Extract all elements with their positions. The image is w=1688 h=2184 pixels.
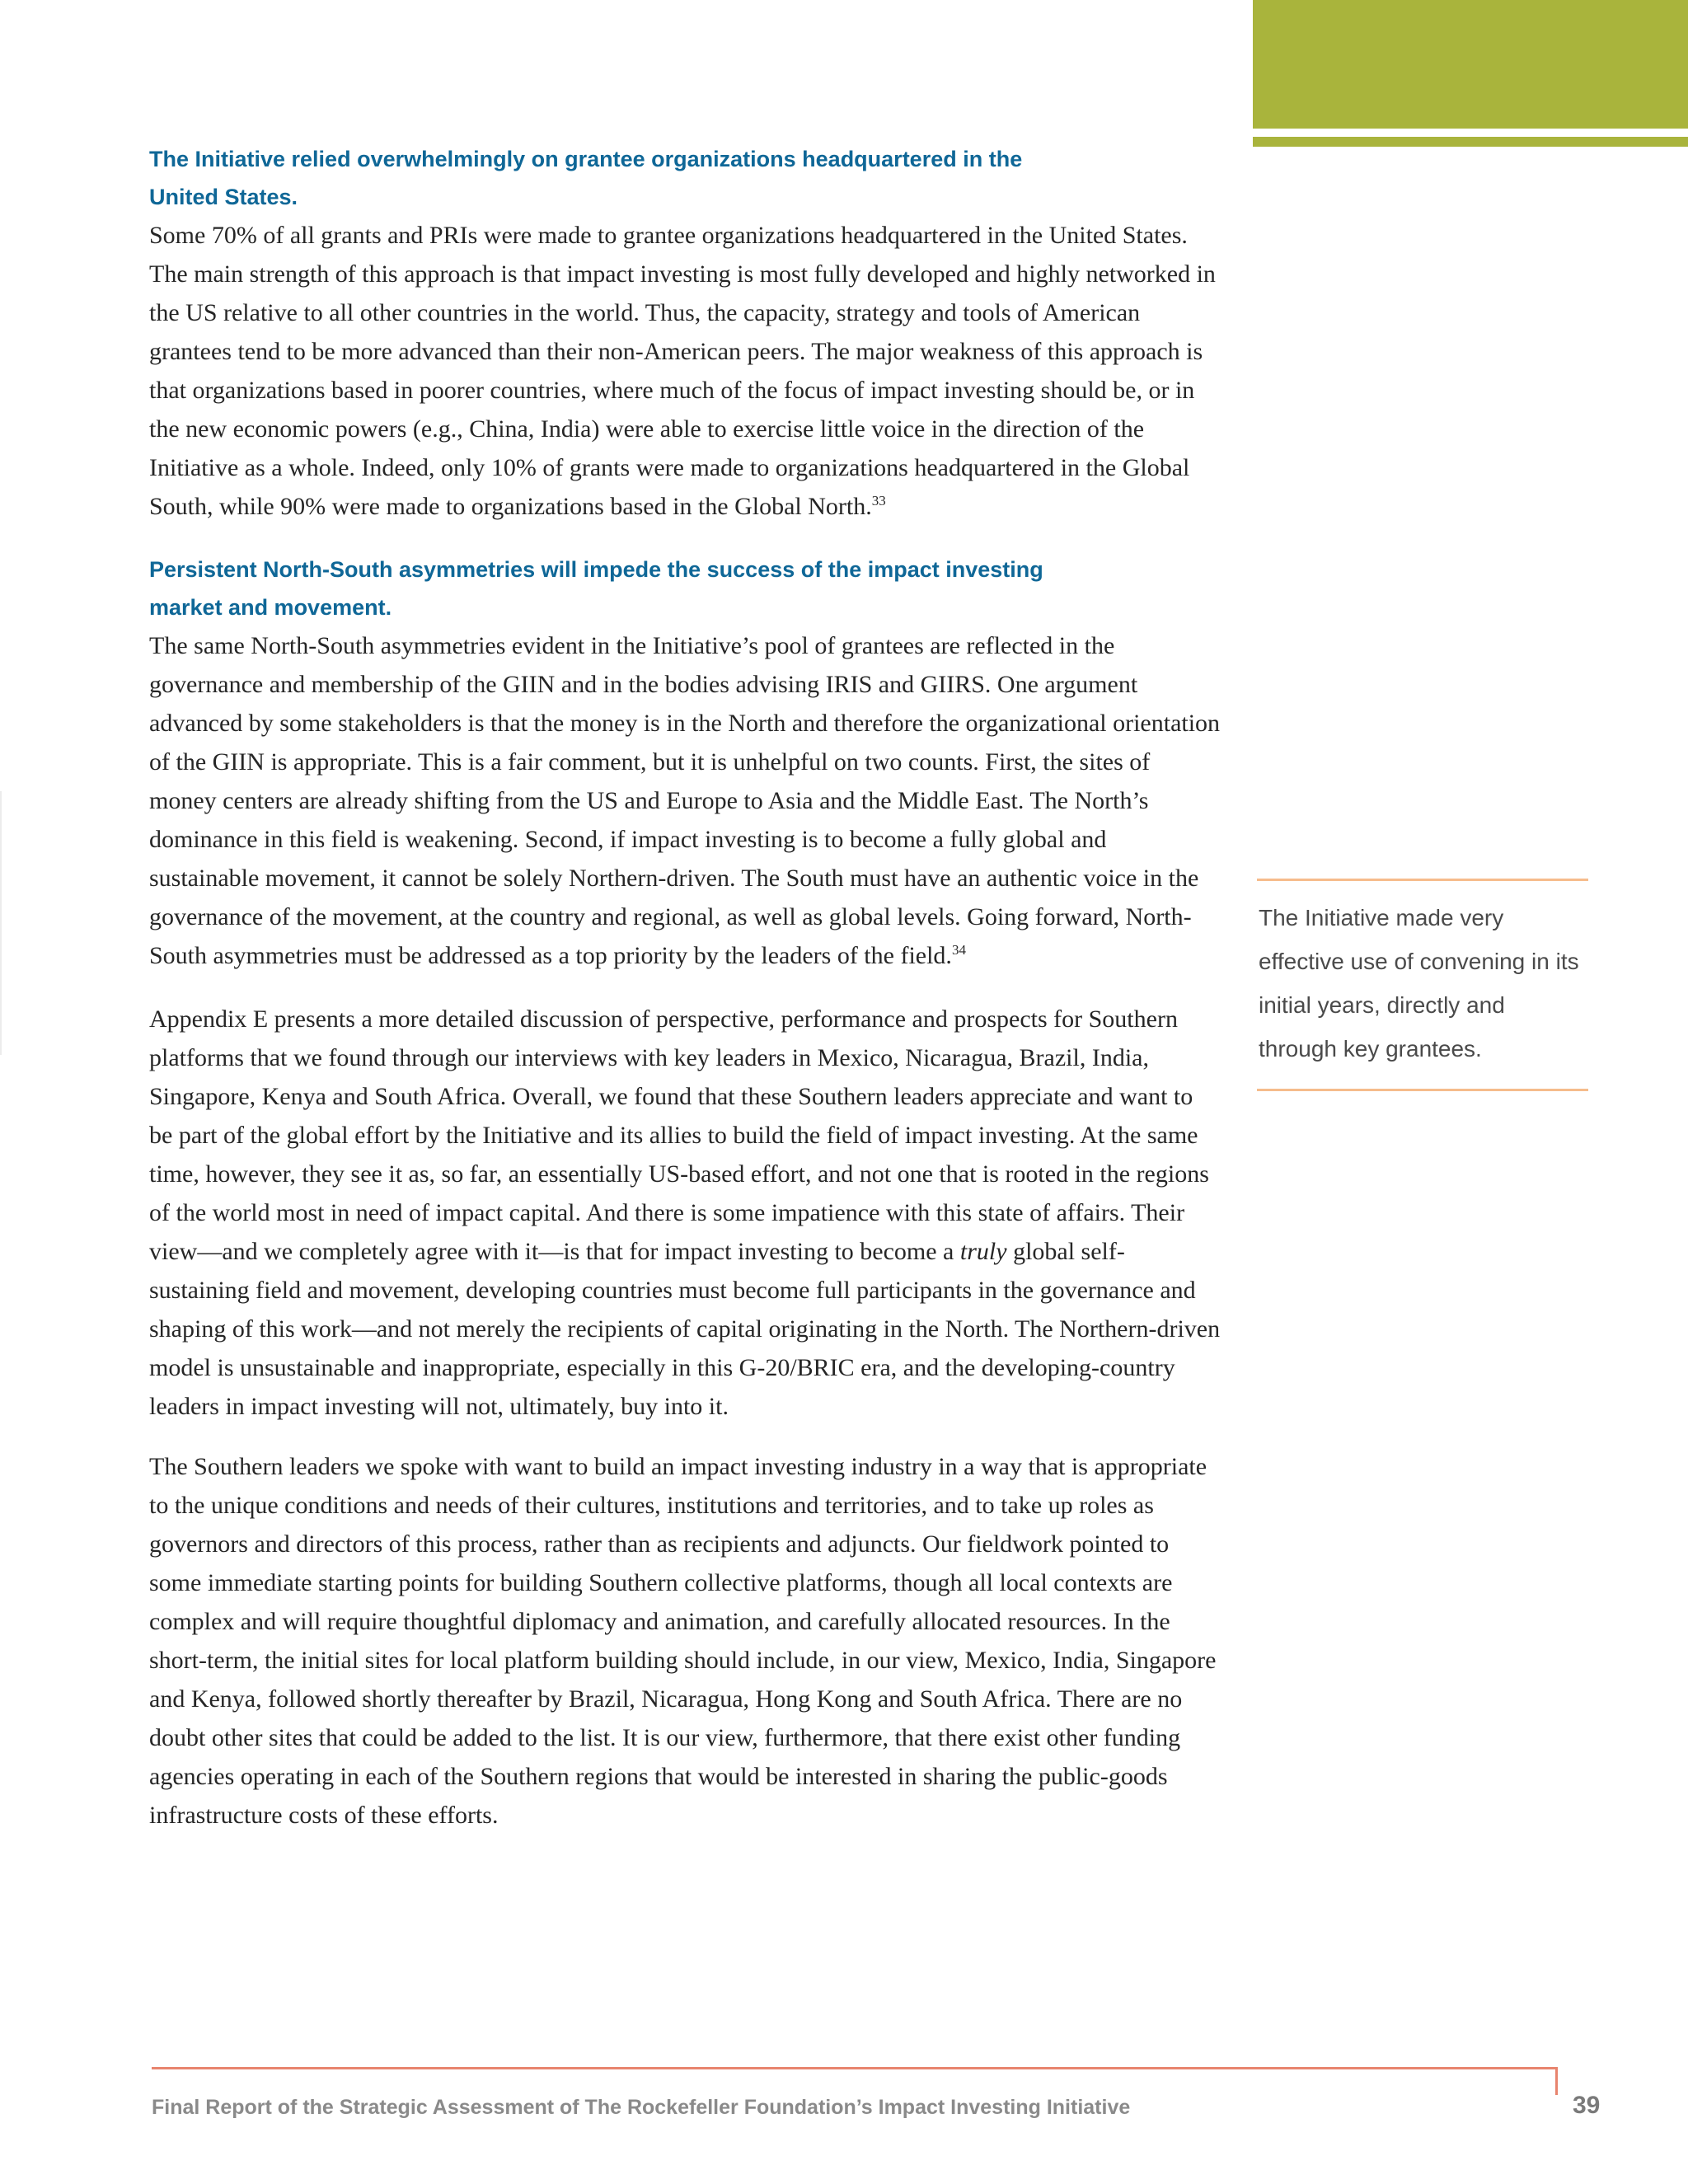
- footnote-ref-34[interactable]: 34: [951, 942, 966, 958]
- page-edge-mark: [0, 791, 2, 1055]
- page-number: 39: [1573, 2092, 1601, 2119]
- emphasis-truly: truly: [959, 1238, 1007, 1265]
- paragraph-grantee-hq-text: Some 70% of all grants and PRIs were made to grantee organizations headquartered in the United States. The main strength of this approach is that impact investing is most fully developed and highly networked in the US relative to all other countries in the world. Thus, the capacity, strategy and tools of American grantees tend to be more advanced than their non-American peers. The major weakness of this approach is that organizations based in poorer countries, where much of the focus of impact investing should be, or in the new economic powers (e.g., China, India) were able to exercise little voice in the direction of the Initiative as a whole. Indeed, only 10% of grants were made to organizations headquartered in the Global South, while 90% were made to organizations based in the Global North.: [149, 222, 1216, 520]
- section-heading-north-south: Persistent North-South asymmetries will impede the success of the impact investing market and movement.: [149, 557, 1043, 620]
- paragraph-north-south-text: The same North-South asymmetries evident in the Initiative’s pool of grantees are reflected in the governance and membership of the GIIN and in the bodies advising IRIS and GIIRS. One argument advanced by some stakeholders is that the money is in the North and therefore the organizational orientation of the GIIN is appropriate. This is a fair comment, but it is unhelpful on two counts. First, the sites of money centers are already shifting from the US and Europe to Asia and the Middle East. The North’s dominance in this field is weakening. Second, if impact investing is to become a fully global and sustainable movement, it cannot be solely Northern-driven. The South must have an authentic voice in the governance of the movement, at the country and regional, as well as global levels. Going forward, North-South asymmetries must be addressed as a top priority by the leaders of the field.: [149, 632, 1221, 969]
- footnote-ref-33[interactable]: 33: [871, 493, 886, 509]
- sidebar-pullquote-box: [1257, 879, 1588, 1091]
- footer-rule: [152, 2067, 1558, 2069]
- paragraph-appendix-e: [149, 1000, 1221, 1426]
- footer-rule-post: [1555, 2067, 1558, 2095]
- corner-color-block: [1253, 0, 1688, 129]
- paragraph-southern-leaders: The Southern leaders we spoke with want to build an impact investing industry in a way that is appropriate to the unique conditions and needs of their cultures, institutions and territories, and to take up roles as governors and directors of this process, rather than as recipients and adjuncts. Our fieldwork pointed to some immediate starting points for building Southern collective platforms, though all local contexts are complex and will require thoughtful diplomacy and animation, and carefully allocated resources. In the short-term, the initial sites for local platform building should include, in our view, Mexico, India, Singapore and Kenya, followed shortly thereafter by Brazil, Nicaragua, Hong Kong and South Africa. There are no doubt other sites that could be added to the list. It is our view, furthermore, that there exist other funding agencies operating in each of the Southern regions that would be interested in sharing the public-goods infrastructure costs of these efforts.: [149, 1453, 1217, 1829]
- footer-report-title: Final Report of the Strategic Assessment of The Rockefeller Foundation’s Impact Investing Initiative: [152, 2096, 1131, 2119]
- paragraph-appendix-e-text-2: global self-sustaining field and movement, developing countries must become full participants in the governance and shaping of this work—and not merely the recipients of capital originating in the North. The Northern-driven model is unsustainable and inappropriate, especially in this G-20/BRIC era, and the developing-country leaders in impact investing will not, ultimately, buy into it.: [149, 1238, 1221, 1420]
- paragraph-grantee-hq: [149, 216, 1221, 526]
- paragraph-north-south: [149, 626, 1221, 975]
- section-heading-grantee-hq: The Initiative relied overwhelmingly on grantee organizations headquartered in the United States.: [149, 147, 1023, 209]
- main-column: [149, 140, 1221, 1835]
- paragraph-appendix-e-text-1: Appendix E presents a more detailed discussion of perspective, performance and prospects for Southern platforms that we found through our interviews with key leaders in Mexico, Nicaragua, Brazil, India, Singapore, Kenya and South Africa. Overall, we found that these Southern leaders appreciate and want to be part of the global effort by the Initiative and its allies to build the field of impact investing. At the same time, however, they see it as, so far, an essentially US-based effort, and not one that is rooted in the regions of the world most in need of impact capital. And there is some impatience with this state of affairs. Their view—and we completely agree with it—is that for impact investing to become a: [149, 1005, 1209, 1265]
- pullquote-text: The Initiative made very effective use of convening in its initial years, directly and through key grantees.: [1259, 905, 1579, 1062]
- corner-color-stripe: [1253, 137, 1688, 147]
